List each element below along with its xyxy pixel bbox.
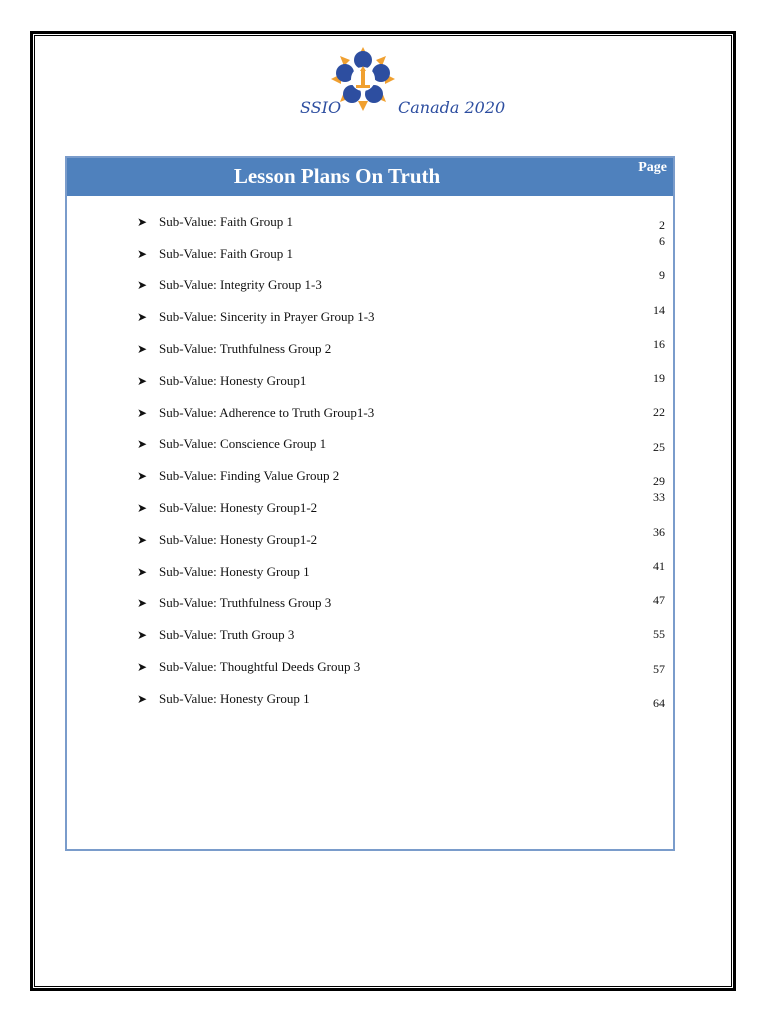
- toc-item-label: Sub-Value: Faith Group 1: [159, 214, 293, 229]
- page-number: 29: [653, 474, 665, 488]
- toc-item-label: Sub-Value: Sincerity in Prayer Group 1-3: [159, 309, 375, 324]
- toc-item[interactable]: [137, 562, 310, 582]
- arrow-bullet-icon: ➤: [137, 342, 148, 356]
- toc-item-label: Sub-Value: Finding Value Group 2: [159, 468, 340, 483]
- toc-item-label: Sub-Value: Truth Group 3: [159, 627, 295, 642]
- toc-item[interactable]: [137, 212, 293, 232]
- toc-item[interactable]: [137, 466, 339, 486]
- toc-item-label: Sub-Value: Honesty Group1-2: [159, 532, 318, 547]
- toc-item[interactable]: [137, 434, 326, 454]
- page-number: 19: [653, 371, 665, 385]
- toc-item-label: Sub-Value: Integrity Group 1-3: [159, 277, 322, 292]
- toc-item[interactable]: [137, 689, 310, 709]
- toc-item-label: Sub-Value: Honesty Group 1: [159, 564, 310, 579]
- arrow-bullet-icon: ➤: [137, 247, 148, 261]
- page-number: 14: [653, 303, 665, 317]
- arrow-bullet-icon: ➤: [137, 374, 148, 388]
- page-number: 2: [659, 218, 665, 232]
- toc-item[interactable]: [137, 244, 293, 264]
- page-number: 22: [653, 405, 665, 419]
- toc-item[interactable]: [137, 307, 375, 327]
- arrow-bullet-icon: ➤: [137, 596, 148, 610]
- page-number: 16: [653, 337, 665, 351]
- toc-item[interactable]: [137, 275, 322, 295]
- toc-title: Lesson Plans On Truth: [233, 164, 441, 188]
- logo-text-left: SSIO: [300, 98, 342, 117]
- page-number: 25: [653, 440, 665, 454]
- toc-item-label: Sub-Value: Honesty Group 1: [159, 691, 310, 706]
- toc-item[interactable]: [137, 530, 317, 550]
- toc-item[interactable]: [137, 371, 306, 391]
- toc-item[interactable]: [137, 625, 294, 645]
- page-number: 9: [659, 268, 665, 282]
- arrow-bullet-icon: ➤: [137, 278, 148, 292]
- toc-header-bar: [67, 158, 673, 196]
- toc-item-label: Sub-Value: Truthfulness Group 2: [159, 341, 332, 356]
- toc-item[interactable]: [137, 657, 360, 677]
- page-number: 55: [653, 627, 665, 641]
- page-number: 6: [659, 234, 665, 248]
- toc-item-label: Sub-Value: Honesty Group1-2: [159, 500, 318, 515]
- toc-item-label: Sub-Value: Conscience Group 1: [159, 436, 327, 451]
- arrow-bullet-icon: ➤: [137, 692, 148, 706]
- arrow-bullet-icon: ➤: [137, 628, 148, 642]
- page-number: 47: [653, 593, 665, 607]
- arrow-bullet-icon: ➤: [137, 660, 148, 674]
- toc-item-label: Sub-Value: Truthfulness Group 3: [159, 595, 332, 610]
- toc-item[interactable]: [137, 593, 331, 613]
- toc-item[interactable]: [137, 339, 331, 359]
- arrow-bullet-icon: ➤: [137, 501, 148, 515]
- arrow-bullet-icon: ➤: [137, 469, 148, 483]
- toc-item-label: Sub-Value: Thoughtful Deeds Group 3: [159, 659, 361, 674]
- arrow-bullet-icon: ➤: [137, 215, 148, 229]
- page-number: 33: [653, 490, 665, 504]
- arrow-bullet-icon: ➤: [137, 406, 148, 420]
- page-column-header: Page: [638, 160, 667, 175]
- toc-item[interactable]: [137, 498, 317, 518]
- toc-item-label: Sub-Value: Adherence to Truth Group1-3: [159, 405, 375, 420]
- toc-item-label: Sub-Value: Honesty Group1: [159, 373, 307, 388]
- toc-box: [65, 156, 675, 851]
- page-number: 41: [653, 559, 665, 573]
- toc-item[interactable]: [137, 403, 374, 423]
- arrow-bullet-icon: ➤: [137, 437, 148, 451]
- page-number: 64: [653, 696, 665, 710]
- page-number: 36: [653, 525, 665, 539]
- arrow-bullet-icon: ➤: [137, 310, 148, 324]
- toc-item-label: Sub-Value: Faith Group 1: [159, 246, 293, 261]
- page-number: 57: [653, 662, 665, 676]
- arrow-bullet-icon: ➤: [137, 533, 148, 547]
- arrow-bullet-icon: ➤: [137, 565, 148, 579]
- logo-text-right: Canada 2020: [398, 98, 506, 117]
